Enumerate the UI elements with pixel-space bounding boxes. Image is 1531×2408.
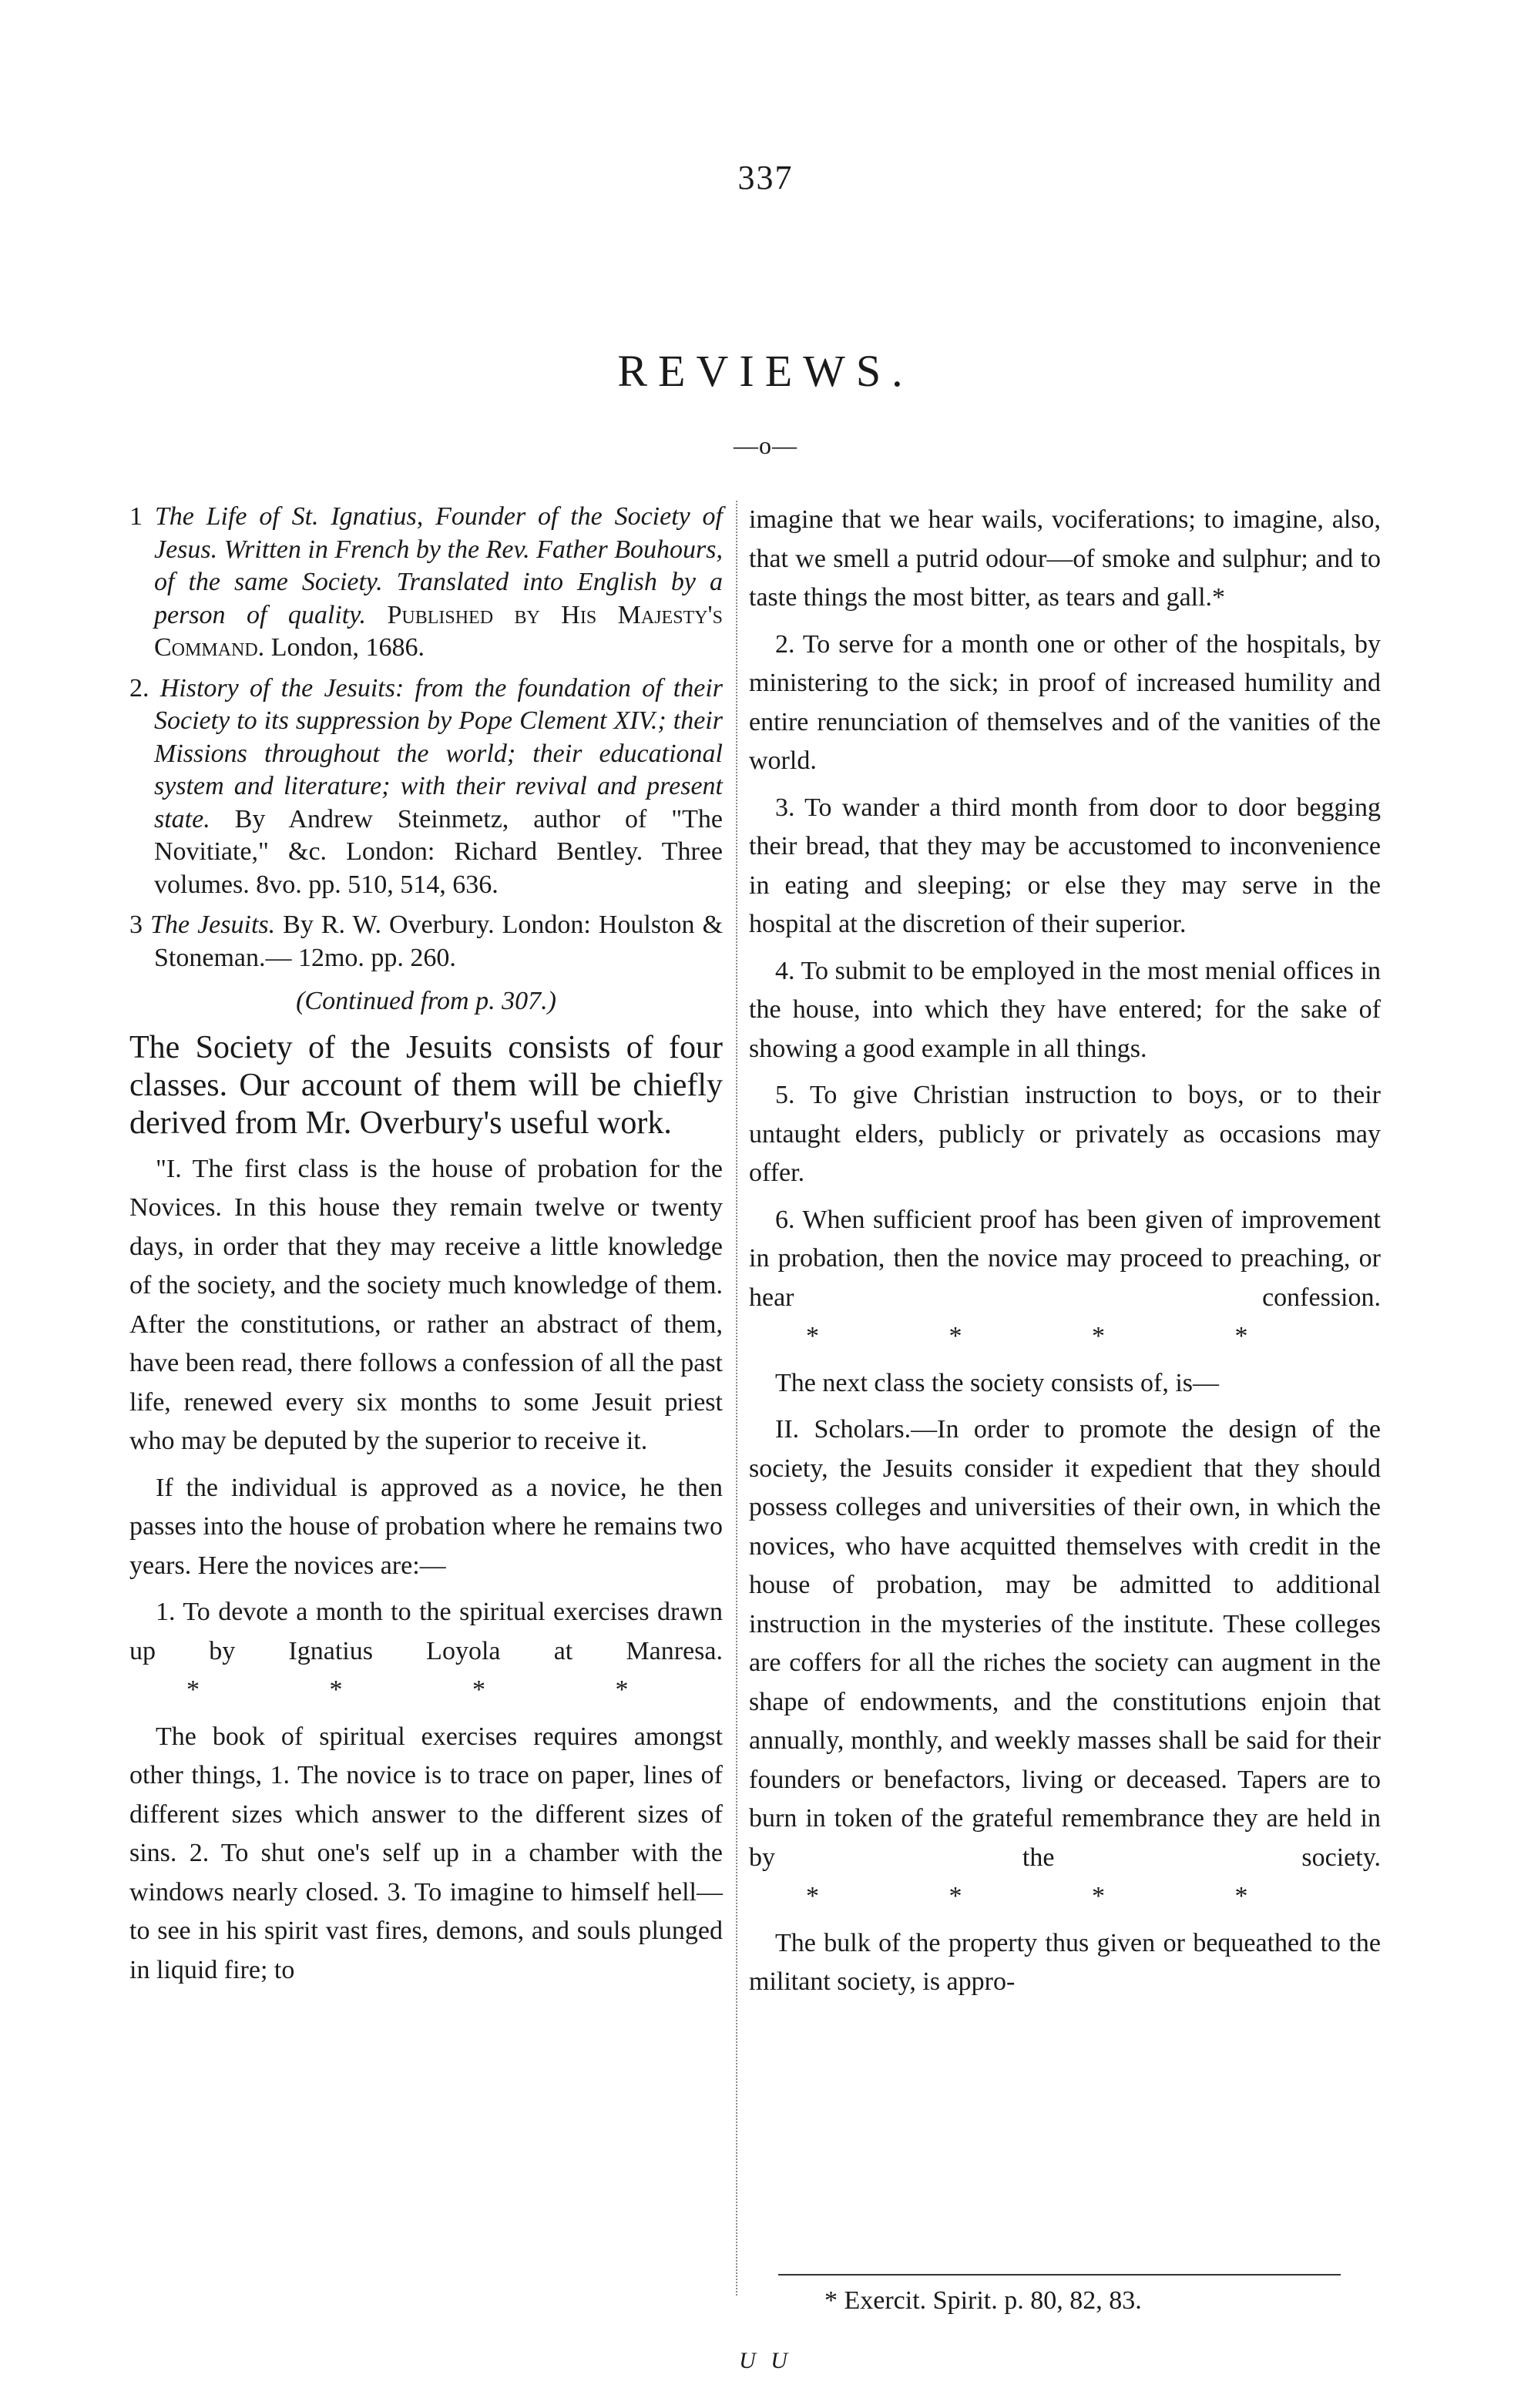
page-number: 337 <box>737 159 794 196</box>
bib-place: London: Houlston & Stoneman.— 12mo. pp. 260. <box>154 911 724 972</box>
body-paragraph: imagine that we hear wails, vociferations; to imagine, also, that we smell a putrid odour—of smoke and sulphur; and to taste things the most bitter, as tears and gall.* <box>749 505 1381 612</box>
bib-number: 1 <box>129 502 143 531</box>
bib-place: London: Richard Bentley. Three volumes. 8vo. pp. 510, 514, 636. <box>154 837 724 899</box>
bib-author: By R. W. Overbury. <box>283 911 495 939</box>
ellipsis-stars: * * * * <box>806 1882 1310 1910</box>
ornament-divider: —o— <box>734 431 797 459</box>
body-paragraph: 4. To submit to be employed in the most menial offices in the house, into which they have entered; for the sake of showing a good example in all things. <box>749 956 1381 1063</box>
bibliography-entry-1 <box>129 501 723 665</box>
footnote: * Exercit. Spirit. p. 80, 82, 83. <box>824 2286 1142 2315</box>
lead-paragraph: The Society of the Jesuits consists of four classes. Our account of them will be chiefly derived from Mr. Overbury's useful work. <box>129 1029 723 1141</box>
paragraph-text: 6. When sufficient proof has been given of improvement in probation, then the novice may proceed to preaching, or hear confession. <box>749 1205 1381 1312</box>
bib-title: The Jesuits. <box>150 911 276 939</box>
bib-number: 2. <box>129 673 149 703</box>
body-paragraph: The next class the society consists of, is— <box>775 1368 1220 1397</box>
body-paragraph: "I. The first class is the house of probation for the Novices. In this house they remain twelve or twenty days, in order that they may receive a little knowledge of the society, and the society much knowledge of them. After the constitutions, or rather an abstract of them, have been read, there follows a confession of all the past life, renewed every six months to some Jesuit priest who may be deputed by the superior to receive it. <box>129 1154 723 1455</box>
body-paragraph: If the individual is approved as a novice, he then passes into the house of probation where he remains two years. Here the novices are:— <box>129 1473 723 1580</box>
bibliography-entry-2 <box>129 672 723 902</box>
paragraph-text: II. Scholars.—In order to promote the design of the society, the Jesuits consider it expedient that they should possess colleges and universities of their own, in which the novices, who have acquitted themselves with credit in the house of probation, may be admitted to additional instruction in the mysteries of the institute. These colleges are coffers for all the riches the society can augment in the shape of endowments, and the constitutions enjoin that annually, monthly, and weekly masses shall be said for their founders or benefactors, living or deceased. Tapers are to burn in token of the grateful remembrance they are held in by the society. <box>749 1415 1381 1872</box>
signature-mark: U U <box>739 2348 792 2373</box>
paragraph-text: 1. To devote a month to the spiritual exercises drawn up by Ignatius Loyola at Manresa. <box>129 1598 723 1665</box>
bib-title: The Life of St. Ignatius, Founder of the Society of Jesus. Written in French by the Rev. Father Bouhours, of the same Society. Translated into English by a person of quality. <box>154 502 723 629</box>
bib-number: 3 <box>129 911 143 939</box>
body-paragraph: 3. To wander a third month from door to door begging their bread, that they may be accustomed to inconvenience in eating and sleeping; or else they may serve in the hospital at the discretion of their superior. <box>749 793 1381 938</box>
continued-note: (Continued from p. 307.) <box>296 987 556 1015</box>
bib-title: History of the Jesuits: from the foundation of their Society to its suppression by Pope Clement XIV.; their Missions throughout the world; their educational system and literature; with their revival and present state. <box>154 673 724 833</box>
left-column <box>129 501 723 1997</box>
body-paragraph <box>129 1593 723 1710</box>
bib-place: London, 1686. <box>270 633 425 662</box>
footnote-rule <box>778 2274 1341 2276</box>
body-paragraph: 2. To serve for a month one or other of the hospitals, by ministering to the sick; in proof of increased humility and entire renunciation of themselves and of the vanities of the world. <box>749 629 1381 775</box>
body-paragraph <box>749 1201 1381 1357</box>
bib-author: By Andrew Steinmetz, author of "The Novitiate," &c. <box>154 804 724 866</box>
ellipsis-stars: * * * * <box>806 1322 1310 1350</box>
right-column <box>749 501 1381 2010</box>
body-paragraph: The bulk of the property thus given or bequeathed to the militant society, is appro- <box>749 1928 1381 1996</box>
column-divider <box>736 501 737 2296</box>
body-paragraph <box>749 1410 1381 1917</box>
bib-publisher: Published by His Majesty's Command. <box>154 600 724 662</box>
ellipsis-stars: * * * * <box>186 1675 690 1704</box>
bibliography-entry-3 <box>129 909 723 974</box>
section-title: REVIEWS. <box>617 346 914 396</box>
body-paragraph: The book of spiritual exercises requires amongst other things, 1. The novice is to trace on paper, lines of different sizes which answer to the different sizes of sins. 2. To shut one's self up in a chamber with the windows nearly closed. 3. To imagine to himself hell—to see in his spirit vast fires, demons, and souls plunged in liquid fire; to <box>129 1722 723 1984</box>
body-paragraph: 5. To give Christian instruction to boys, or to their untaught elders, publicly or privately as occasions may offer. <box>749 1081 1381 1187</box>
